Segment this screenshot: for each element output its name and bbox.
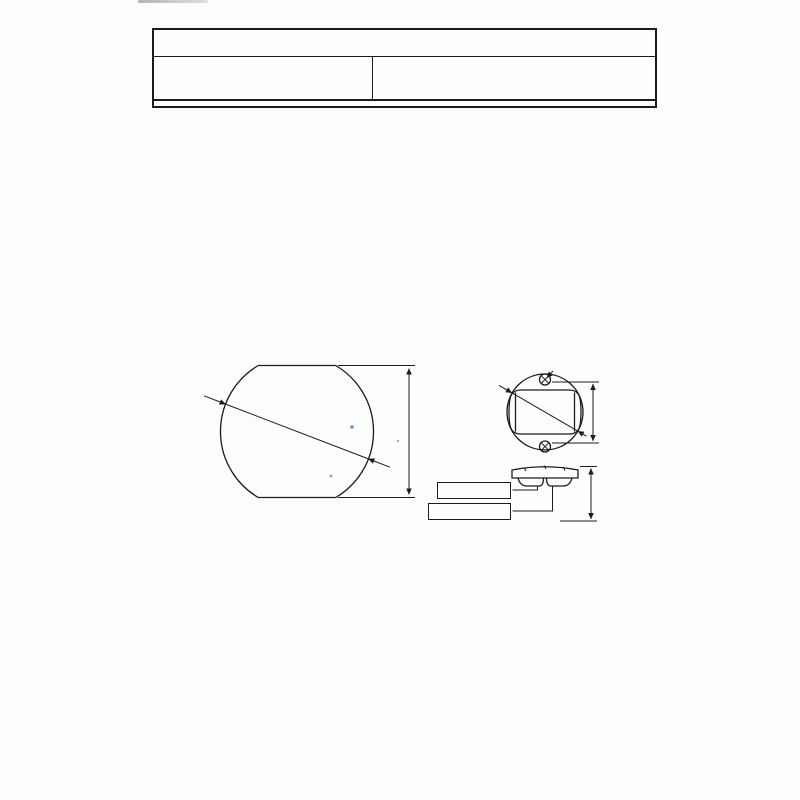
polar-intensity-chart <box>130 565 400 785</box>
diameter-leader <box>204 396 226 404</box>
scan-ink-speck <box>330 475 333 478</box>
diameter-line <box>226 404 369 459</box>
top-view-drawing <box>499 371 599 452</box>
negative-wire-label <box>428 503 511 520</box>
diameter-leader <box>578 431 587 436</box>
scan-ink-speck <box>350 425 354 429</box>
side-lens-bump <box>518 478 544 486</box>
side-lens-bump <box>547 478 573 486</box>
diameter-line <box>512 393 578 431</box>
positive-wire-label <box>437 482 511 499</box>
cutout-drawing <box>204 366 415 498</box>
diameter-leader <box>499 385 512 392</box>
side-view-drawing <box>512 466 597 522</box>
line-intensity-chart <box>395 565 650 785</box>
diameter-leader <box>368 459 390 467</box>
scan-ink-speck <box>397 440 399 442</box>
side-profile-plate <box>512 467 578 478</box>
